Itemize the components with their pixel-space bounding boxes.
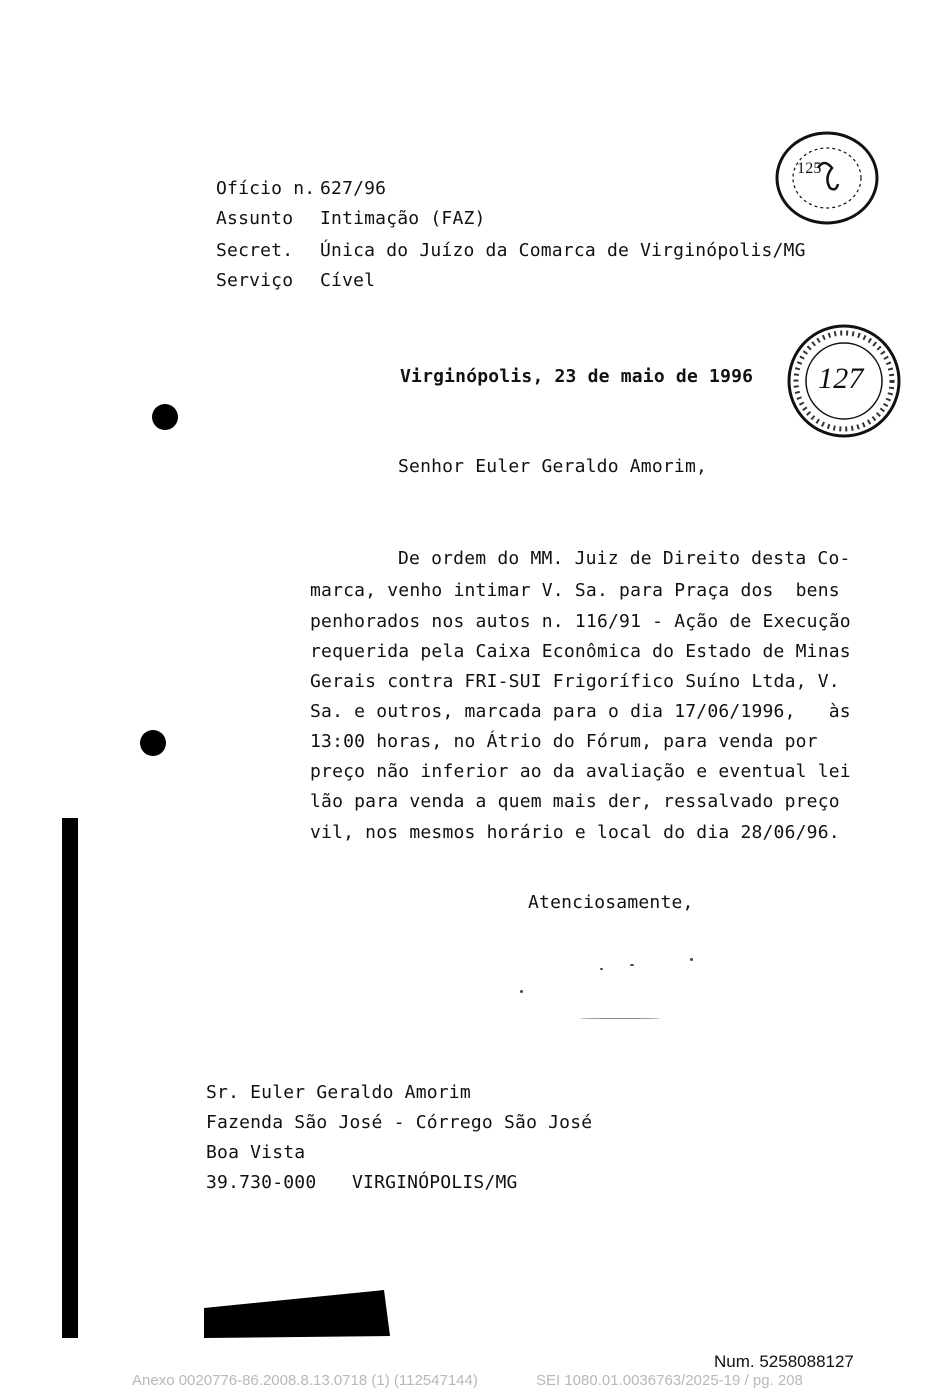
signature-mark xyxy=(600,968,603,970)
signature-mark xyxy=(630,964,634,966)
body-line: preço não inferior ao da avaliação e eventual lei xyxy=(310,761,851,782)
tribunal-stamp-number: 127 xyxy=(818,362,864,395)
secretaria-stamp xyxy=(772,128,882,228)
secretaria-stamp-number: 125 xyxy=(797,160,822,177)
address-line1: Fazenda São José - Córrego São José xyxy=(206,1112,593,1133)
address-name: Sr. Euler Geraldo Amorim xyxy=(206,1082,471,1103)
servico-value: Cível xyxy=(320,270,376,291)
signature-mark xyxy=(520,990,523,993)
closing: Atenciosamente, xyxy=(528,892,694,913)
oficio-label: Ofício n. xyxy=(216,178,316,199)
salutation: Senhor Euler Geraldo Amorim, xyxy=(398,456,708,477)
body-line: penhorados nos autos n. 116/91 - Ação de Execução xyxy=(310,611,851,632)
secret-label: Secret. xyxy=(216,240,294,261)
body-line: Gerais contra FRI-SUI Frigorífico Suíno Ltda, V. xyxy=(310,671,840,692)
address-cep: 39.730-000 xyxy=(206,1172,317,1193)
body-line-first: De ordem do MM. Juiz de Direito desta Co- xyxy=(398,548,851,569)
signature-mark xyxy=(580,1018,660,1019)
body-line: lão para venda a quem mais der, ressalvado preço xyxy=(310,791,840,812)
secret-value: Única do Juízo da Comarca de Virginópolis/MG xyxy=(320,240,806,261)
body-line: 13:00 horas, no Átrio do Fórum, para venda por xyxy=(310,731,818,752)
secretaria-stamp-graphic xyxy=(772,128,882,228)
footer-sei: SEI 1080.01.0036763/2025-19 / pg. 208 xyxy=(536,1372,803,1389)
signature-mark xyxy=(690,958,693,961)
assunto-label: Assunto xyxy=(216,208,294,229)
body-line: requerida pela Caixa Econômica do Estado de Minas xyxy=(310,641,851,662)
punch-hole xyxy=(140,730,166,756)
scan-edge-bar xyxy=(62,818,78,1338)
footer-num: Num. 5258088127 xyxy=(714,1352,854,1371)
footer-anexo: Anexo 0020776-86.2008.8.13.0718 (1) (112547144) xyxy=(132,1372,478,1389)
scan-bottom-wedge xyxy=(204,1290,394,1338)
address-city: VIRGINÓPOLIS/MG xyxy=(352,1172,518,1193)
punch-hole xyxy=(152,404,178,430)
address-line2: Boa Vista xyxy=(206,1142,306,1163)
date-line: Virginópolis, 23 de maio de 1996 xyxy=(400,366,754,387)
oficio-number: 627/96 xyxy=(320,178,387,199)
body-line: marca, venho intimar V. Sa. para Praça dos bens xyxy=(310,580,840,601)
assunto-value: Intimação (FAZ) xyxy=(320,208,486,229)
body-line: Sa. e outros, marcada para o dia 17/06/1996, às xyxy=(310,701,851,722)
body-line: vil, nos mesmos horário e local do dia 28/06/96. xyxy=(310,822,840,843)
servico-label: Serviço xyxy=(216,270,294,291)
